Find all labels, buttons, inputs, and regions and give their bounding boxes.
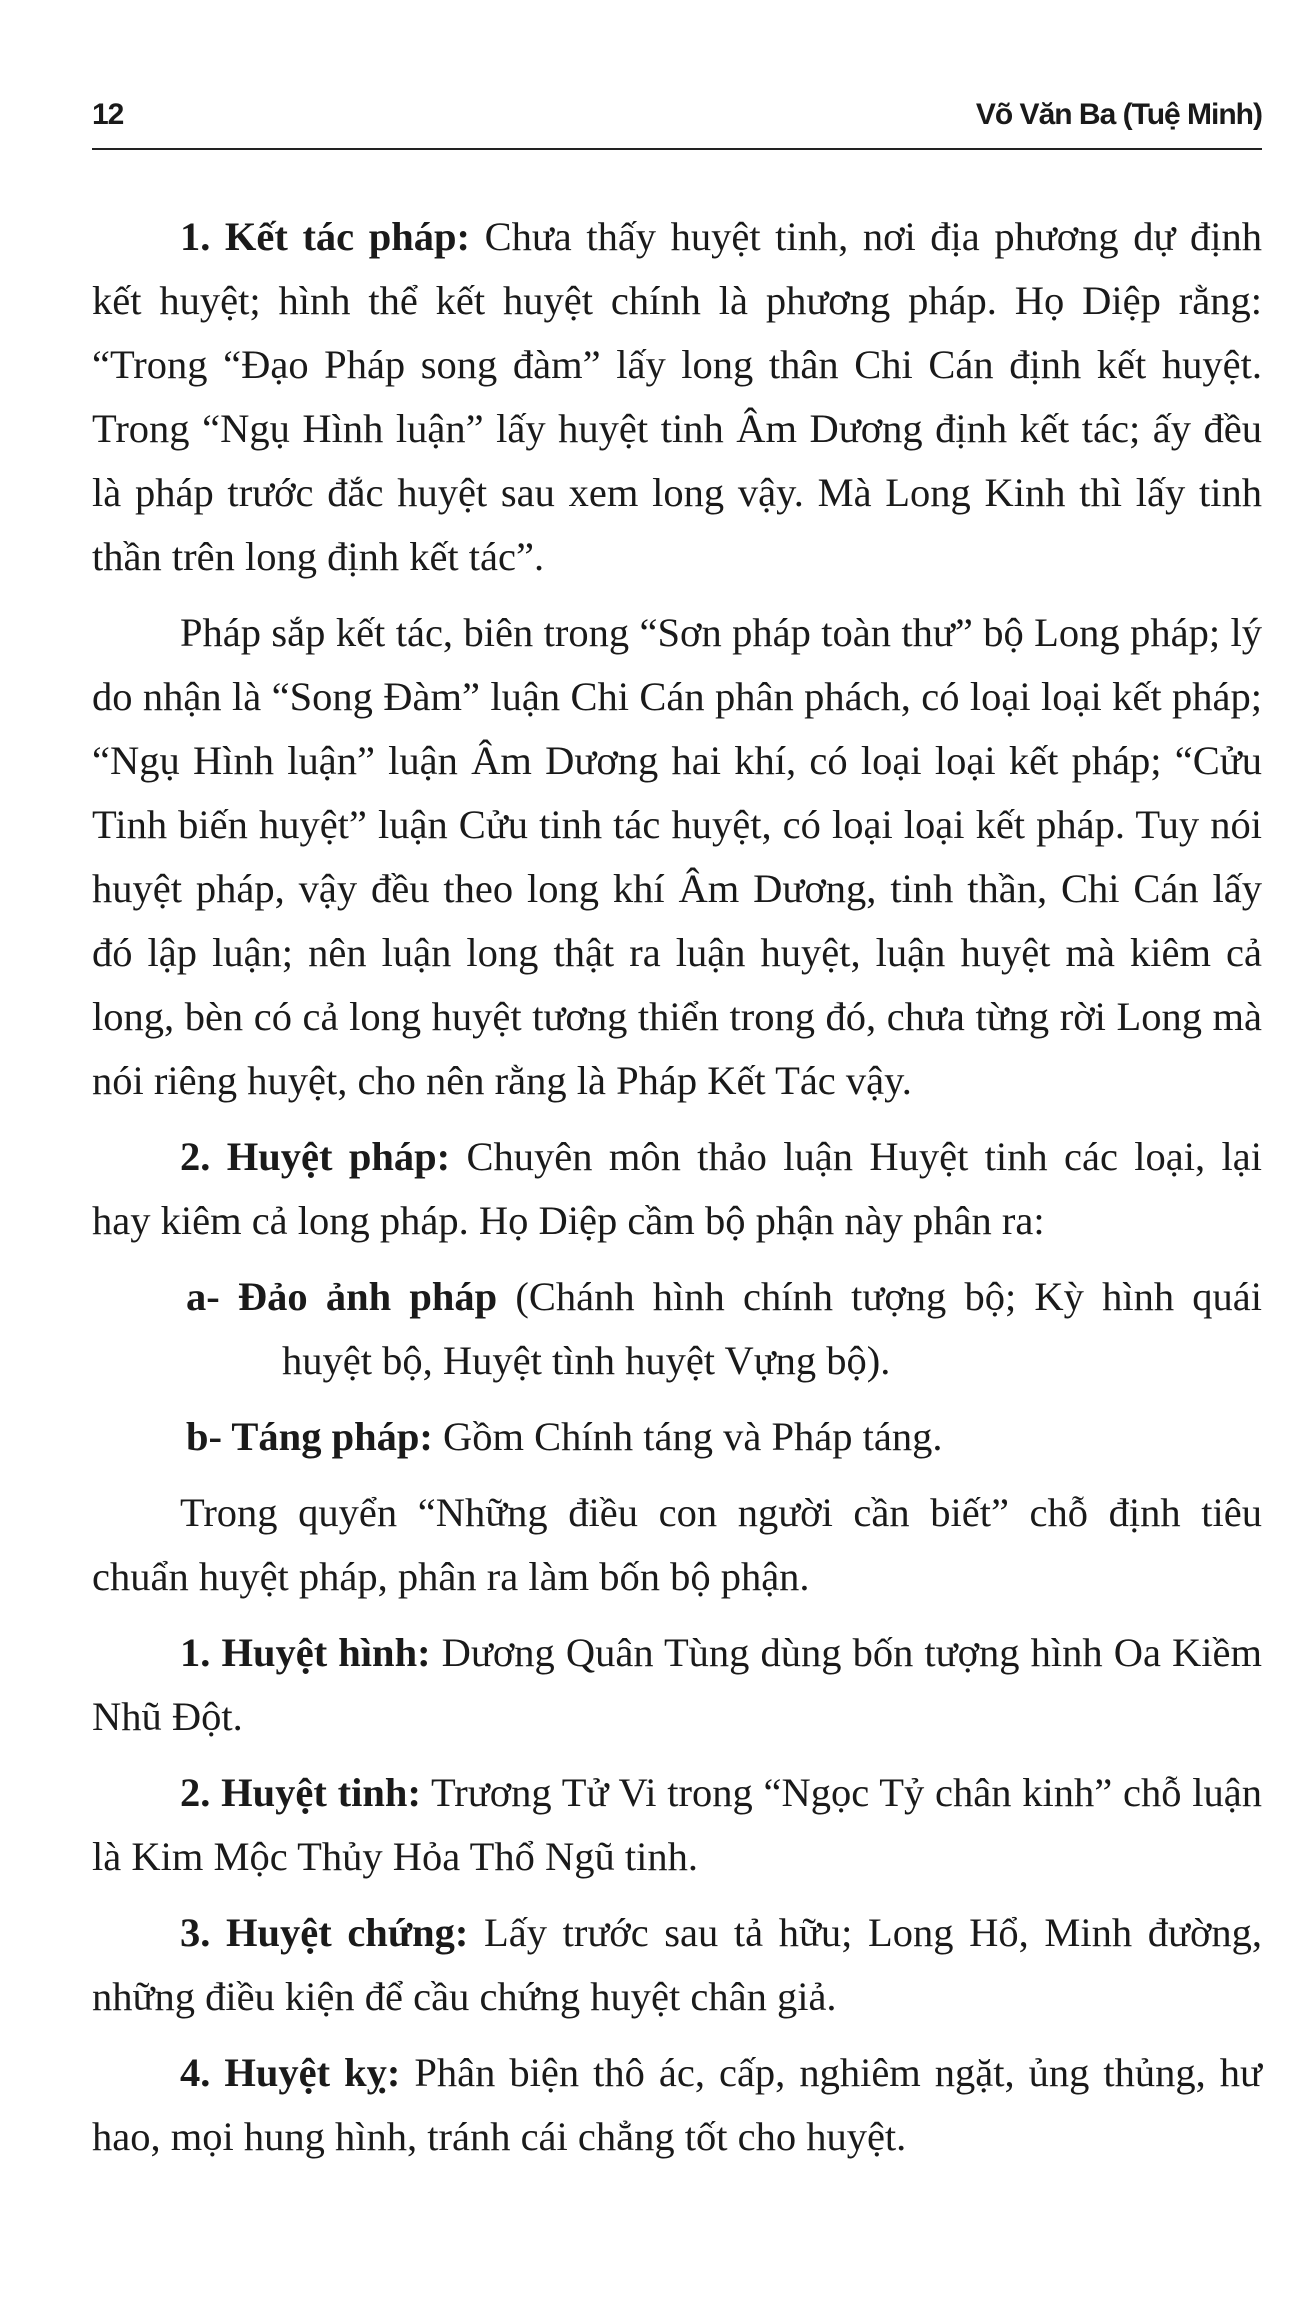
running-head: Võ Văn Ba (Tuệ Minh) xyxy=(975,98,1262,131)
paragraph-heading: 1. Kết tác pháp: xyxy=(180,214,471,259)
paragraph-text: Phân biện thô ác, cấp, nghiêm ngặt, ủng thủng, hư hao, mọi hung hình, tránh cái chẳng tốt cho huyệt. xyxy=(92,2050,1263,2159)
subitem-text: (Chánh hình chính tượng bộ; Kỳ hình quái huyệt bộ, Huyệt tình huyệt Vựng bộ). xyxy=(282,1274,1263,1383)
paragraph-heading: 2. Huyệt tinh: xyxy=(180,1770,421,1815)
page-body xyxy=(92,205,1262,2169)
paragraph-phap-sap xyxy=(92,601,1262,1113)
paragraph-text: Trương Tử Vi trong “Ngọc Tỷ chân kinh” chỗ luận là Kim Mộc Thủy Hỏa Thổ Ngũ tinh. xyxy=(92,1770,1263,1879)
subitem-heading: a- Đảo ảnh pháp xyxy=(186,1274,498,1319)
paragraph-huyet-chung xyxy=(92,1901,1262,2029)
paragraph-heading: 4. Huyệt kỵ: xyxy=(180,2050,401,2095)
paragraph-text: Pháp sắp kết tác, biên trong “Sơn pháp toàn thư” bộ Long pháp; lý do nhận là “Song Đàm” luận Chi Cán phân phách, có loại loại kết pháp; “Ngụ Hình luận” luận Âm Dương hai khí, có loại loại kết pháp; “Cửu Tinh biến huyệt” luận Cửu tinh tác huyệt, có loại loại kết pháp. Tuy nói huyệt pháp, vậy đều theo long khí Âm Dương, tinh thần, Chi Cán lấy đó lập luận; nên luận long thật ra luận huyệt, luận huyệt mà kiêm cả long, bèn có cả long huyệt tương thiển trong đó, chưa từng rời Long mà nói riêng huyệt, cho nên rằng là Pháp Kết Tác vậy. xyxy=(92,610,1262,1103)
paragraph-huyet-hinh xyxy=(92,1621,1262,1749)
paragraph-text: Dương Quân Tùng dùng bốn tượng hình Oa Kiềm Nhũ Đột. xyxy=(92,1630,1262,1739)
paragraph-huyet-ky xyxy=(92,2041,1262,2169)
page-header xyxy=(92,92,1262,150)
subitem-tang-phap xyxy=(92,1405,1262,1469)
paragraph-text: Trong quyển “Những điều con người cần biết” chỗ định tiêu chuẩn huyệt pháp, phân ra làm bốn bộ phận. xyxy=(92,1490,1262,1599)
paragraph-text: Chưa thấy huyệt tinh, nơi địa phương dự định kết huyệt; hình thể kết huyệt chính là phương pháp. Họ Diệp rằng: “Trong “Đạo Pháp song đàm” lấy long thân Chi Cán định kết huyệt. Trong “Ngụ Hình luận” lấy huyệt tinh Âm Dương định kết tác; ấy đều là pháp trước đắc huyệt sau xem long vậy. Mà Long Kinh thì lấy tinh thần trên long định kết tác”. xyxy=(92,214,1262,579)
paragraph-heading: 2. Huyệt pháp: xyxy=(180,1134,451,1179)
paragraph-ket-tac-phap xyxy=(92,205,1262,589)
page-number: 12 xyxy=(92,98,124,131)
subitem-text: Gồm Chính táng và Pháp táng. xyxy=(432,1414,943,1459)
paragraph-text: Lấy trước sau tả hữu; Long Hổ, Minh đường, những điều kiện để cầu chứng huyệt chân giả. xyxy=(92,1910,1262,2019)
paragraph-heading: 3. Huyệt chứng: xyxy=(180,1910,469,1955)
subitem-heading: b- Táng pháp: xyxy=(186,1414,433,1459)
paragraph-heading: 1. Huyệt hình: xyxy=(180,1630,431,1675)
paragraph-trong-quyen xyxy=(92,1481,1262,1609)
paragraph-huyet-tinh xyxy=(92,1761,1262,1889)
paragraph-text: Chuyên môn thảo luận Huyệt tinh các loại, lại hay kiêm cả long pháp. Họ Diệp cầm bộ phận này phân ra: xyxy=(92,1134,1262,1243)
subitem-dao-anh-phap xyxy=(92,1265,1262,1393)
paragraph-huyet-phap xyxy=(92,1125,1262,1253)
